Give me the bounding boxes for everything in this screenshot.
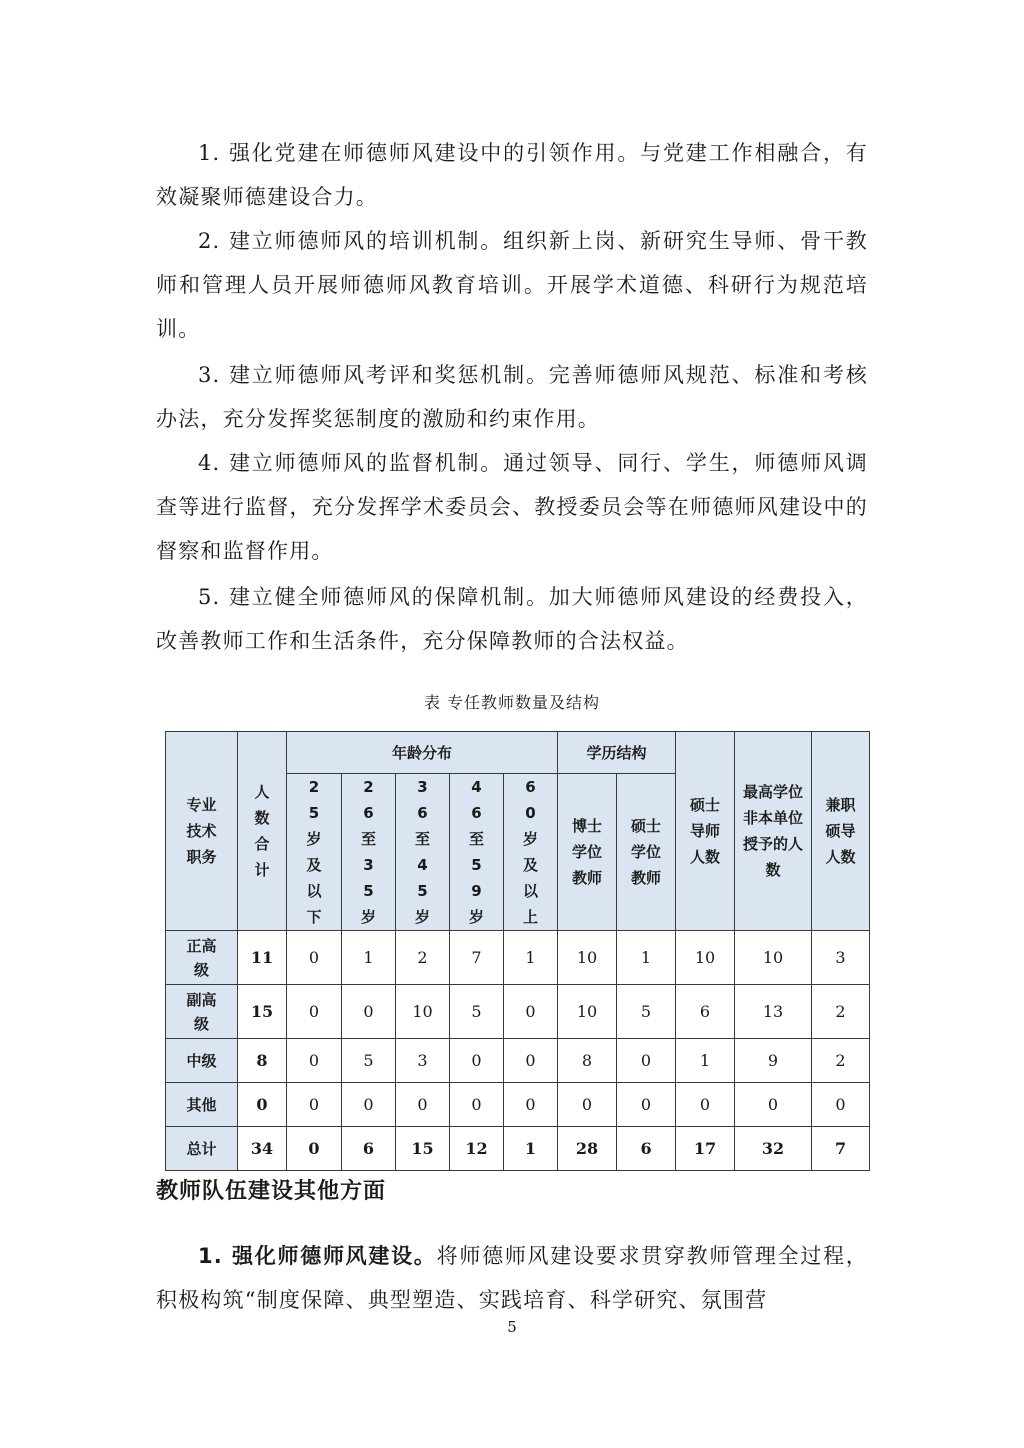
header-edu-group: 学历结构 [558,732,676,774]
table-cell: 8 [558,1039,617,1083]
table-cell: 0 [287,931,342,985]
table-cell: 11 [238,931,287,985]
header-supervisors: 硕士导师人数 [676,732,735,931]
header-edu-col: 博士学位教师 [558,774,617,931]
table-cell: 0 [342,1083,396,1127]
row-label: 中级 [166,1039,238,1083]
table-cell: 10 [396,985,450,1039]
table-row [166,1083,870,1127]
header-age-col: 25岁及以下 [287,774,342,931]
table-cell: 1 [617,931,676,985]
table-cell: 0 [735,1083,812,1127]
row-label: 总计 [166,1127,238,1171]
table-cell: 34 [238,1127,287,1171]
section-heading: 教师队伍建设其他方面 [156,1179,387,1204]
row-label: 正高级 [166,931,238,985]
table-row [166,931,870,985]
header-age-col: 26至35岁 [342,774,396,931]
table-cell: 0 [504,1083,558,1127]
table-cell: 0 [504,985,558,1039]
table-body [166,931,870,1171]
page-number: 5 [507,1318,517,1336]
table-cell: 5 [342,1039,396,1083]
table-cell: 0 [287,1127,342,1171]
table-cell: 8 [238,1039,287,1083]
paragraph-3: 3. 建立师德师风考评和奖惩机制。完善师德师风规范、标准和考核办法，充分发挥奖惩制度的激励和约束作用。 [156,363,868,431]
table-cell: 13 [735,985,812,1039]
table-cell: 0 [450,1083,504,1127]
header-age-col: 60岁及以上 [504,774,558,931]
table-cell: 0 [617,1083,676,1127]
table-cell: 1 [342,931,396,985]
table-cell: 0 [287,1083,342,1127]
table-row [166,1127,870,1171]
table-cell: 7 [450,931,504,985]
table-cell: 1 [676,1039,735,1083]
table-cell: 17 [676,1127,735,1171]
header-external-degree: 最高学位非本单位授予的人数 [735,732,812,931]
table-cell: 0 [504,1039,558,1083]
table-cell: 32 [735,1127,812,1171]
row-label: 副高级 [166,985,238,1039]
table-cell: 0 [676,1083,735,1127]
table-cell: 0 [396,1083,450,1127]
paragraph-2: 2. 建立师德师风的培训机制。组织新上岗、新研究生导师、骨干教师和管理人员开展师德师风教育培训。开展学术道德、科研行为规范培训。 [156,229,868,341]
teacher-structure-table [165,731,870,1171]
table-cell: 0 [287,1039,342,1083]
header-age-col: 46至59岁 [450,774,504,931]
table-cell: 1 [504,1127,558,1171]
table-cell: 15 [396,1127,450,1171]
table-cell: 1 [504,931,558,985]
header-edu-col: 硕士学位教师 [617,774,676,931]
table-cell: 10 [558,985,617,1039]
header-age-group: 年龄分布 [287,732,558,774]
table-cell: 0 [558,1083,617,1127]
paragraph-5: 5. 建立健全师德师风的保障机制。加大师德师风建设的经费投入，改善教师工作和生活条件，充分保障教师的合法权益。 [156,585,868,653]
table-cell: 28 [558,1127,617,1171]
table-cell: 6 [676,985,735,1039]
table-cell: 15 [238,985,287,1039]
table-cell: 3 [396,1039,450,1083]
table-cell: 9 [735,1039,812,1083]
table-cell: 5 [450,985,504,1039]
table-cell: 7 [812,1127,870,1171]
table-cell: 0 [287,985,342,1039]
table-cell: 0 [617,1039,676,1083]
paragraph-6-body: 将师德师风建设要求贯穿教师管理全过程，积极构筑“制度保障、典型塑造、实践培育、科学研究、氛围营 [156,1244,868,1312]
header-age-col: 36至45岁 [396,774,450,931]
table-cell: 6 [617,1127,676,1171]
table-cell: 2 [396,931,450,985]
paragraph-6 [156,1234,868,1322]
header-parttime: 兼职硕导人数 [812,732,870,931]
table-cell: 5 [617,985,676,1039]
paragraph-1: 1. 强化党建在师德师风建设中的引领作用。与党建工作相融合，有效凝聚师德建设合力。 [156,141,868,209]
paragraph-4: 4. 建立师德师风的监督机制。通过领导、同行、学生，师德师风调查等进行监督，充分发挥学术委员会、教授委员会等在师德师风建设中的督察和监督作用。 [156,451,868,563]
table-cell: 12 [450,1127,504,1171]
table-cell: 2 [812,1039,870,1083]
table-cell: 10 [558,931,617,985]
table-cell: 10 [735,931,812,985]
paragraph-6-lead: 1. 强化师德师风建设。 [198,1244,437,1268]
table-cell: 2 [812,985,870,1039]
table-row [166,1039,870,1083]
row-label: 其他 [166,1083,238,1127]
table-cell: 0 [812,1083,870,1127]
header-total: 人数合计 [238,732,287,931]
header-title-col: 专业技术职务 [166,732,238,931]
table-row [166,985,870,1039]
table-cell: 10 [676,931,735,985]
table-cell: 0 [238,1083,287,1127]
table-cell: 6 [342,1127,396,1171]
table-cell: 0 [450,1039,504,1083]
table-cell: 3 [812,931,870,985]
table-cell: 0 [342,985,396,1039]
table-caption: 表 专任教师数量及结构 [423,693,601,712]
